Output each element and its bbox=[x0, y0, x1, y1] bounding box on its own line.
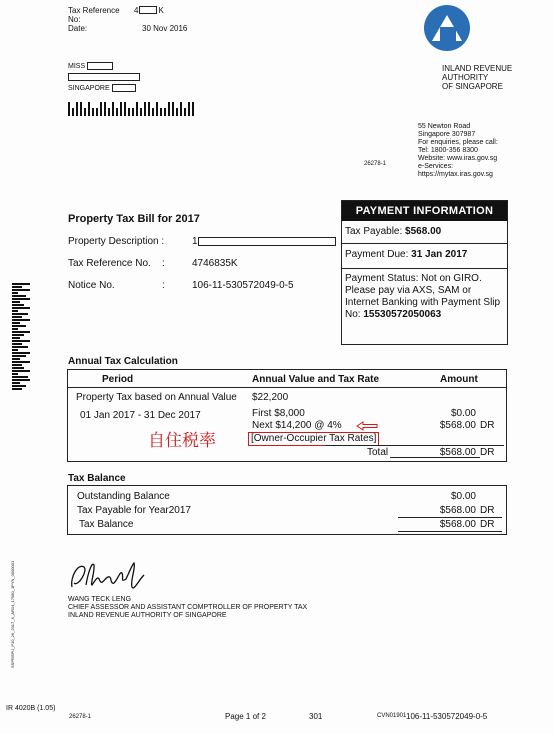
barcode-bar bbox=[12, 283, 30, 285]
barcode-bar bbox=[184, 108, 186, 116]
barcode-bar bbox=[144, 102, 146, 116]
barcode-bar bbox=[88, 102, 90, 116]
postal-barcode bbox=[68, 102, 194, 116]
authority-line2: AUTHORITY bbox=[442, 73, 489, 82]
barcode-bar bbox=[12, 385, 26, 387]
barcode-bar bbox=[80, 102, 82, 116]
barcode-bar bbox=[132, 108, 134, 116]
tax-period: 01 Jan 2017 - 31 Dec 2017 bbox=[80, 410, 201, 421]
payment-due-label: Payment Due: bbox=[345, 249, 412, 260]
signatory-title: CHIEF ASSESSOR AND ASSISTANT COMPTROLLER OF PROPERTY TAX bbox=[68, 604, 308, 611]
total-dr: DR bbox=[480, 447, 495, 458]
barcode-bar bbox=[12, 346, 28, 348]
authority-address: 55 Newton Road bbox=[418, 123, 471, 130]
owner-occupier-rates: [Owner-Occupier Tax Rates] bbox=[248, 432, 379, 446]
tax-payable-line bbox=[342, 221, 507, 244]
iras-logo bbox=[424, 5, 470, 51]
redaction-box bbox=[68, 73, 140, 81]
barcode-bar bbox=[84, 108, 86, 116]
year-payable-label: Tax Payable for Year2017 bbox=[77, 505, 191, 516]
signatory-organisation: INLAND REVENUE AUTHORITY OF SINGAPORE bbox=[68, 612, 227, 619]
tax-payable-label: Tax Payable: bbox=[345, 226, 406, 237]
tax-ref-value: 4 bbox=[134, 6, 139, 15]
tax-balance-value: $568.00 bbox=[439, 519, 476, 530]
property-description-label: Property Description : bbox=[68, 236, 165, 247]
outstanding-value: $0.00 bbox=[450, 491, 476, 502]
year-payable-dr: DR bbox=[480, 505, 495, 516]
tax-balance-table bbox=[67, 485, 507, 535]
chinese-annotation: 自住税率 bbox=[148, 431, 216, 451]
enquiries-label: For enquiries, please call: bbox=[418, 139, 498, 146]
annual-tax-title: Annual Tax Calculation bbox=[68, 356, 178, 367]
barcode-bar bbox=[152, 108, 154, 116]
property-description-value bbox=[192, 236, 336, 248]
barcode-bar bbox=[68, 102, 70, 116]
barcode-bar bbox=[164, 108, 166, 116]
balance-underline bbox=[398, 531, 502, 532]
recipient-address bbox=[68, 62, 140, 93]
annual-value: $22,200 bbox=[252, 392, 289, 403]
signatory-block bbox=[68, 596, 307, 620]
signatory-name: WANG TECK LENG bbox=[68, 596, 132, 603]
barcode-bar bbox=[92, 108, 94, 116]
telephone: Tel: 1800-356 8300 bbox=[418, 147, 478, 154]
footer-right-code: CVN01901 bbox=[377, 713, 407, 719]
col-period-header: Period bbox=[102, 374, 134, 385]
notice-no-colon: : bbox=[162, 280, 165, 291]
total-label: Total bbox=[367, 447, 389, 458]
barcode-bar bbox=[12, 322, 20, 324]
barcode-bar bbox=[12, 334, 24, 336]
tax-reference-value: 4746835K bbox=[192, 258, 238, 269]
authority-postcode: Singapore 307987 bbox=[418, 131, 476, 138]
barcode-bar bbox=[12, 343, 22, 345]
barcode-bar bbox=[12, 289, 30, 291]
payment-info-box bbox=[341, 200, 508, 345]
barcode-bar bbox=[188, 102, 190, 116]
barcode-bar bbox=[12, 364, 22, 366]
barcode-bar bbox=[12, 295, 26, 297]
barcode-bar bbox=[116, 108, 118, 116]
barcode-bar bbox=[96, 108, 98, 116]
barcode-bar bbox=[12, 376, 28, 378]
outstanding-label: Outstanding Balance bbox=[77, 491, 170, 502]
total-divider bbox=[326, 445, 504, 446]
date-value: 30 Nov 2016 bbox=[142, 24, 188, 33]
col-annual-value-header: Annual Value and Tax Rate bbox=[252, 374, 380, 385]
tax-payable-value: $568.00 bbox=[405, 226, 442, 237]
barcode-bar bbox=[176, 108, 178, 116]
year-payable-value: $568.00 bbox=[439, 505, 476, 516]
authority-line1: INLAND REVENUE bbox=[442, 64, 513, 73]
payment-status bbox=[342, 269, 507, 325]
barcode-bar bbox=[12, 331, 30, 333]
first-tier-label: First $8,000 bbox=[252, 408, 305, 419]
barcode-bar bbox=[192, 102, 194, 116]
barcode-bar bbox=[12, 337, 20, 339]
barcode-bar bbox=[148, 102, 150, 116]
barcode-bar bbox=[12, 373, 18, 375]
barcode-bar bbox=[12, 388, 22, 390]
eservices-url: https://mytax.iras.gov.sg bbox=[418, 171, 493, 178]
total-amount: $568.00 bbox=[439, 447, 476, 458]
tax-ref-label: Tax Reference No: bbox=[68, 6, 120, 24]
barcode-bar bbox=[12, 355, 26, 357]
barcode-bar bbox=[140, 108, 142, 116]
payment-due-line bbox=[342, 244, 507, 269]
tax-reference-label: Tax Reference No. bbox=[68, 258, 151, 269]
authority-line3: OF SINGAPORE bbox=[442, 82, 503, 91]
payment-info-heading: PAYMENT INFORMATION bbox=[342, 201, 507, 221]
payment-due-value: 31 Jan 2017 bbox=[411, 249, 468, 260]
notice-no-label: Notice No. bbox=[68, 280, 115, 291]
footer-left-code: 26278-1 bbox=[69, 714, 92, 720]
barcode-bar bbox=[12, 328, 18, 330]
side-reference-text: SSPRSPU_P10_26_2017_X_AR14_17580_1PYN_0000001 bbox=[10, 560, 15, 668]
barcode-bar bbox=[112, 102, 114, 116]
balance-divider bbox=[398, 517, 502, 518]
eservices-label: e-Services: bbox=[418, 163, 454, 170]
property-description-text: 1 bbox=[192, 236, 198, 247]
footer-notice-number: 106-11-530572049-0-5 bbox=[406, 712, 488, 721]
bill-title: Property Tax Bill for 2017 bbox=[68, 213, 200, 225]
barcode-bar bbox=[100, 102, 102, 116]
redaction-box bbox=[198, 237, 336, 246]
barcode-bar bbox=[12, 367, 24, 369]
barcode-bar bbox=[12, 313, 28, 315]
barcode-bar bbox=[12, 325, 26, 327]
redaction-box bbox=[139, 6, 157, 14]
authority-contact bbox=[418, 123, 498, 179]
next-tier-dr: DR bbox=[480, 420, 495, 431]
footer-mid-code: 301 bbox=[309, 712, 323, 721]
recipient-title: MISS bbox=[68, 62, 86, 70]
side-barcode bbox=[12, 283, 30, 390]
notice-no-value: 106-11-530572049-0-5 bbox=[192, 280, 294, 291]
barcode-bar bbox=[72, 108, 74, 116]
tax-ref-suffix: K bbox=[158, 6, 164, 15]
first-tier-amount: $0.00 bbox=[450, 408, 476, 419]
payment-status-text: Payment Status: Not on GIRO. Please pay via AXS, SAM or Internet Banking with Payment Slip No: bbox=[345, 273, 501, 320]
barcode-bar bbox=[12, 286, 22, 288]
tax-balance-title: Tax Balance bbox=[68, 473, 126, 484]
next-tier-amount: $568.00 bbox=[439, 420, 476, 431]
barcode-bar bbox=[12, 304, 24, 306]
authority-name bbox=[442, 64, 512, 91]
tax-balance-label: Tax Balance bbox=[79, 519, 134, 530]
barcode-bar bbox=[76, 102, 78, 116]
barcode-bar bbox=[108, 108, 110, 116]
barcode-bar bbox=[120, 102, 122, 116]
barcode-bar bbox=[12, 298, 30, 300]
barcode-bar bbox=[12, 292, 18, 294]
table-divider bbox=[68, 387, 506, 388]
barcode-bar bbox=[128, 108, 130, 116]
barcode-bar bbox=[104, 102, 106, 116]
barcode-bar bbox=[156, 102, 158, 116]
barcode-bar bbox=[168, 102, 170, 116]
barcode-bar bbox=[12, 340, 30, 342]
barcode-bar bbox=[12, 382, 20, 384]
page-number: Page 1 of 2 bbox=[225, 712, 266, 721]
barcode-bar bbox=[12, 349, 18, 351]
barcode-bar bbox=[12, 379, 30, 381]
barcode-bar bbox=[12, 301, 20, 303]
barcode-bar bbox=[12, 361, 30, 363]
barcode-bar bbox=[12, 310, 18, 312]
website: Website: www.iras.gov.sg bbox=[418, 155, 498, 162]
barcode-bar bbox=[12, 316, 22, 318]
form-code: IR 4020B (1.05) bbox=[6, 705, 56, 712]
av-basis-label: Property Tax based on Annual Value bbox=[76, 392, 237, 403]
barcode-bar bbox=[180, 102, 182, 116]
barcode-bar bbox=[12, 319, 30, 321]
recipient-country: SINGAPORE bbox=[68, 84, 110, 92]
barcode-bar bbox=[136, 102, 138, 116]
tax-reference-colon: : bbox=[162, 258, 165, 269]
date-label: Date: bbox=[68, 24, 88, 33]
tax-balance-dr: DR bbox=[480, 519, 495, 530]
redaction-box bbox=[112, 84, 136, 92]
barcode-bar bbox=[12, 358, 20, 360]
barcode-bar bbox=[12, 352, 30, 354]
barcode-bar bbox=[12, 307, 30, 309]
barcode-bar bbox=[160, 108, 162, 116]
barcode-bar bbox=[172, 102, 174, 116]
signature-image bbox=[68, 557, 148, 593]
left-arrow-icon bbox=[356, 421, 378, 431]
annual-tax-table bbox=[67, 369, 507, 462]
payment-slip-number: 15530572050063 bbox=[363, 309, 442, 320]
col-amount-header: Amount bbox=[440, 374, 478, 385]
next-tier-label: Next $14,200 @ 4% bbox=[252, 420, 342, 431]
authority-code: 26278-1 bbox=[364, 161, 387, 167]
barcode-bar bbox=[12, 370, 30, 372]
barcode-bar bbox=[124, 102, 126, 116]
redaction-box bbox=[87, 62, 113, 70]
header-ref bbox=[68, 6, 187, 33]
